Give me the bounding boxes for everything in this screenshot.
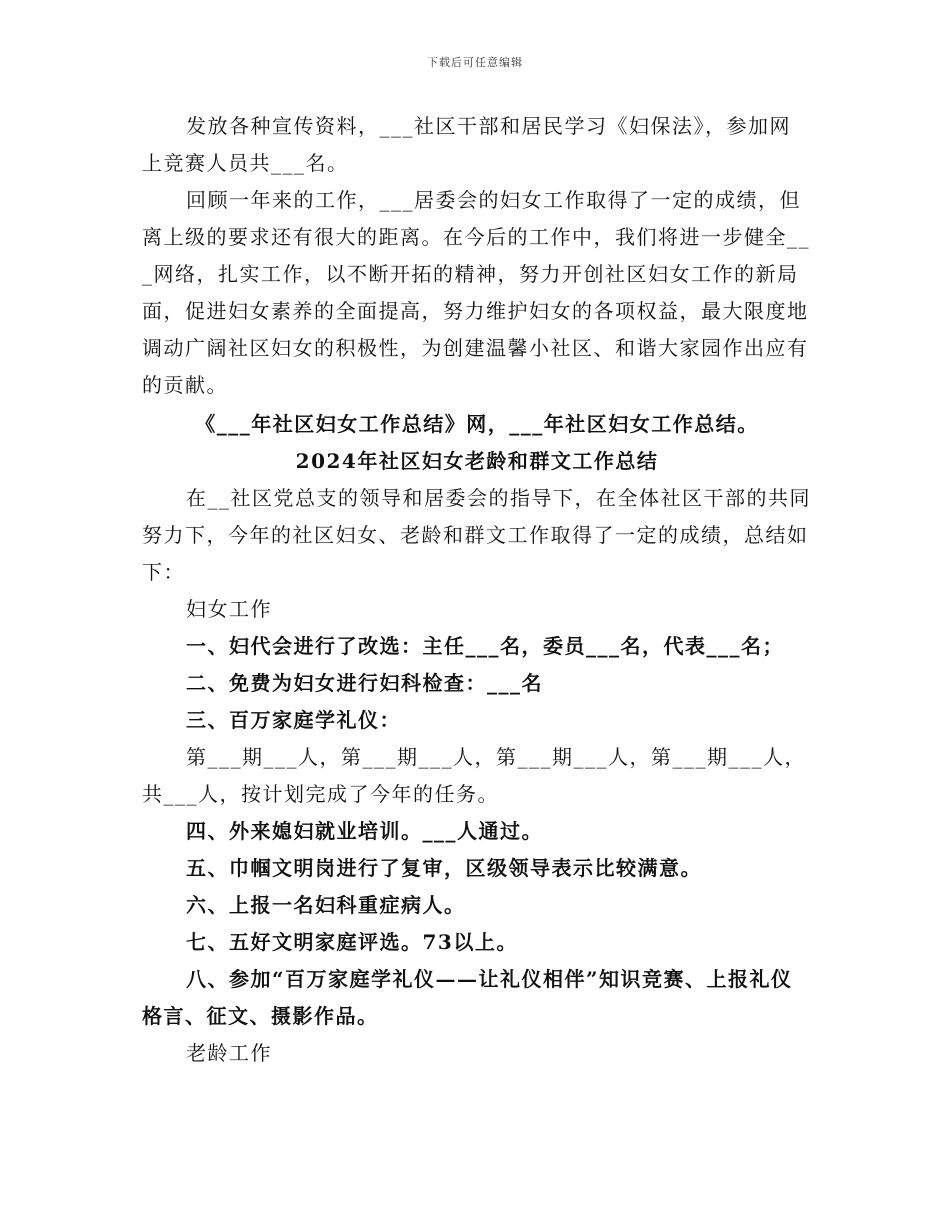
paragraph-intro: 在__社区党总支的领导和居委会的指导下，在全体社区干部的共同努力下，今年的社区妇女、老龄和群文工作取得了一定的成绩，总结如下：	[142, 486, 811, 584]
subheading-women-work: 妇女工作	[186, 597, 272, 621]
item-4: 四、外来媳妇就业培训。___人通过。	[186, 819, 543, 843]
paragraph-publicity: 发放各种宣传资料，___社区干部和居民学习《妇保法》，参加网上竞赛人员共___名。	[142, 114, 791, 175]
section-title: 2024年社区妇女老龄和群文工作总结	[295, 449, 659, 473]
subheading-elderly-work: 老龄工作	[186, 1041, 272, 1065]
item-3: 三、百万家庭学礼仪：	[186, 708, 401, 732]
item-7: 七、五好文明家庭评选。73以上。	[186, 930, 518, 954]
item-8: 八、参加“百万家庭学礼仪——让礼仪相伴”知识竞赛、上报礼仪格言、征文、摄影作品。	[142, 967, 793, 1028]
item-1: 一、妇代会进行了改选：主任___名，委员___名，代表___名；	[186, 634, 784, 658]
document-body	[142, 108, 812, 1072]
item-6: 六、上报一名妇科重症病人。	[186, 893, 466, 917]
item-3-detail: 第___期___人，第___期___人，第___期___人，第___期___人，共___人，按计划完成了今年的任务。	[142, 745, 806, 806]
summary-link-line: 《___年社区妇女工作总结》网，___年社区妇女工作总结。	[195, 412, 759, 436]
paragraph-review: 回顾一年来的工作，___居委会的妇女工作取得了一定的成绩，但离上级的要求还有很大的距离。在今后的工作中，我们将进一步健全___网络，扎实工作，以不断开拓的精神，努力开创社区妇女工作的新局面，促进妇女素养的全面提高，努力维护妇女的各项权益，最大限度地调动广阔社区妇女的积极性，为创建温馨小社区、和谐大家园作出应有的贡献。	[142, 188, 810, 397]
item-5: 五、巾帼文明岗进行了复审，区级领导表示比较满意。	[186, 856, 702, 880]
page-header: 下载后可任意编辑	[427, 56, 523, 69]
item-2: 二、免费为妇女进行妇科检查：___名	[186, 671, 543, 695]
